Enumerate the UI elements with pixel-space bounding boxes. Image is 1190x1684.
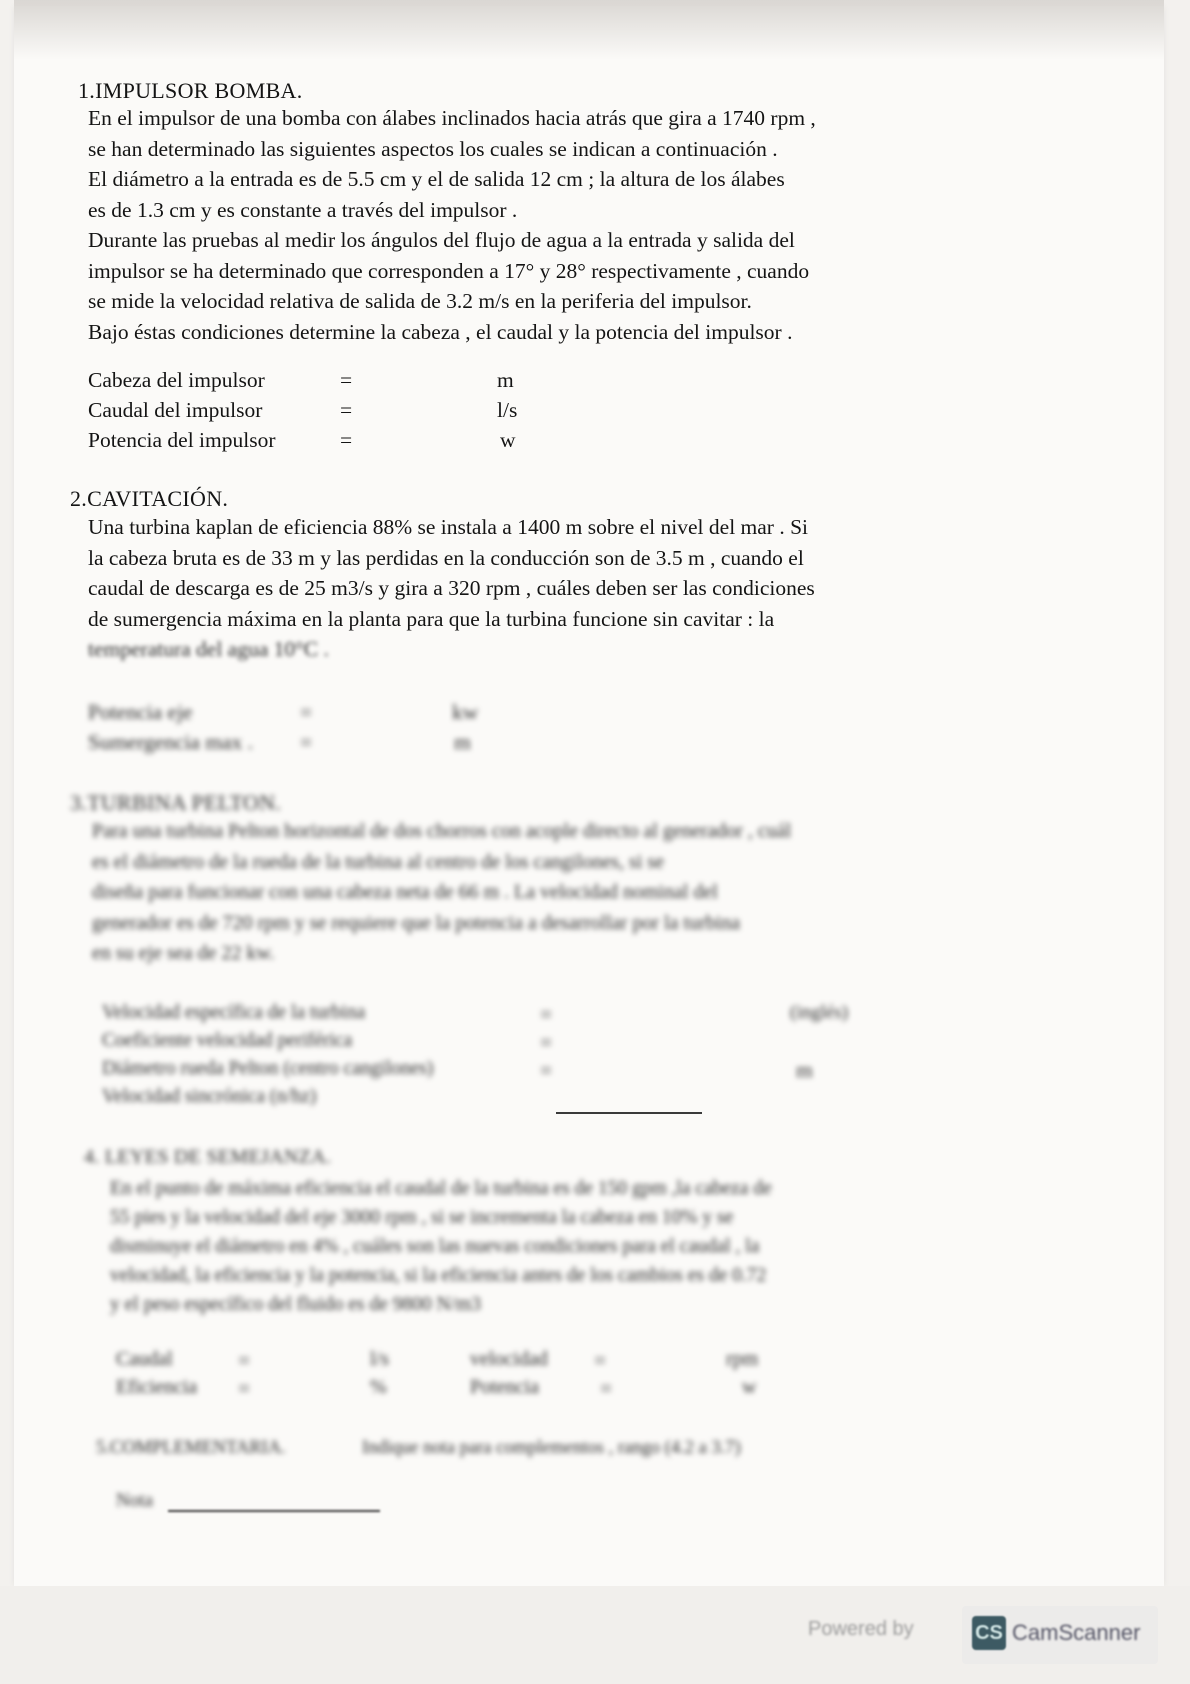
answer-caudal2-label: Caudal xyxy=(116,1348,173,1370)
answer-caudal-eq: = xyxy=(340,398,353,422)
section5-heading: 5.COMPLEMENTARIA. xyxy=(96,1438,286,1458)
answer-diametro-unit: m xyxy=(796,1058,813,1082)
scan-shadow xyxy=(14,0,1164,60)
answer-velocidad2-eq: = xyxy=(594,1348,607,1372)
section3-line: es el diámetro de la rueda de la turbina al centro de los cangilones, si se xyxy=(92,850,665,873)
section1-line: es de 1.3 cm y es constante a través del impulsor . xyxy=(88,197,518,222)
answer-velocidad-especifica-eq: = xyxy=(540,1002,553,1026)
section2-line: de sumergencia máxima en la planta para que la turbina funcione sin cavitar : la xyxy=(88,606,775,631)
answer-potencia-eq: = xyxy=(340,428,353,452)
answer-cabeza-eq: = xyxy=(340,368,353,392)
section3-line: generador es de 720 rpm y se requiere que la potencia a desarrollar por la turbina xyxy=(92,911,741,934)
section1-line: impulsor se ha determinado que corresponden a 17° y 28° respectivamente , cuando xyxy=(88,258,810,283)
section2-line: Una turbina kaplan de eficiencia 88% se instala a 1400 m sobre el nivel del mar . Si xyxy=(88,515,809,539)
answer-potencia-eje-unit: kw xyxy=(452,700,479,724)
section4-line: y el peso específico del fluido es de 9800 N/m3 xyxy=(110,1294,481,1315)
section1-line: se mide la velocidad relativa de salida de 3.2 m/s en la periferia del impulsor. xyxy=(88,289,752,313)
section5-text: Indique nota para complementos , rango (4.2 a 3.7) xyxy=(362,1438,741,1458)
section3-line: en su eje sea de 22 kw. xyxy=(92,942,275,964)
answer-potencia-unit: w xyxy=(500,428,516,452)
answer-coeficiente-eq: = xyxy=(540,1030,553,1054)
answer-potencia-eje-eq: = xyxy=(300,700,313,724)
answer-caudal-label: Caudal del impulsor xyxy=(88,398,263,422)
section1-line: En el impulsor de una bomba con álabes inclinados hacia atrás que gira a 1740 rpm , xyxy=(88,106,816,130)
answer-eficiencia-unit: % xyxy=(370,1376,387,1398)
section4-line: 55 pies y la velocidad del eje 3000 rpm , si se incrementa la cabeza en 10% y se xyxy=(110,1207,734,1228)
section1-heading: 1.IMPULSOR BOMBA. xyxy=(78,78,303,103)
answer-cabeza-label: Cabeza del impulsor xyxy=(88,368,265,392)
section2-heading: 2.CAVITACIÓN. xyxy=(70,486,229,511)
answer-velocidad-especifica-unit: (inglés) xyxy=(790,1002,849,1023)
section1-line: Bajo éstas condiciones determine la cabeza , el caudal y la potencia del impulsor . xyxy=(88,319,793,344)
answer-velocidad2-unit: rpm xyxy=(726,1348,759,1370)
answer-velocidad-especifica-label: Velocidad específica de la turbina xyxy=(102,1002,366,1023)
answer-coeficiente-label: Coeficiente velocidad periférica xyxy=(102,1030,353,1051)
camscanner-name: CamScanner xyxy=(1012,1620,1141,1645)
section2-line: caudal de descarga es de 25 m3/s y gira a 320 rpm , cuáles deben ser las condiciones xyxy=(88,576,815,600)
answer-blank-line xyxy=(556,1112,702,1114)
answer-potencia-eje-label: Potencia eje xyxy=(88,700,193,724)
section1-body xyxy=(88,103,816,347)
answer-sumergencia-label: Sumergencia max . xyxy=(88,730,253,754)
answer-diametro-label: Diámetro rueda Pelton (centro cangilones) xyxy=(102,1058,434,1079)
answer-potencia2-unit: w xyxy=(742,1376,757,1398)
answer-cabeza-unit: m xyxy=(497,368,514,392)
section1-line: Durante las pruebas al medir los ángulos del flujo de agua a la entrada y salida del xyxy=(88,228,795,252)
answer-potencia2-eq: = xyxy=(600,1376,613,1400)
section2-line: la cabeza bruta es de 33 m y las perdidas en la conducción son de 3.5 m , cuando el xyxy=(88,545,804,570)
section3-line: Para una turbina Pelton horizontal de dos chorros con acople directo al generador , cuál xyxy=(92,820,792,842)
section2-line: temperatura del agua 10°C . xyxy=(88,637,329,661)
section3-line: diseña para funcionar con una cabeza neta de 66 m . La velocidad nominal del xyxy=(92,881,718,903)
answer-eficiencia-eq: = xyxy=(238,1376,251,1400)
section4-heading: 4. LEYES DE SEMEJANZA. xyxy=(84,1146,332,1168)
answer-caudal2-unit: l/s xyxy=(370,1348,389,1370)
nota-blank-line xyxy=(168,1510,380,1512)
answer-diametro-eq: = xyxy=(540,1058,553,1082)
section4-body xyxy=(110,1174,772,1319)
answer-eficiencia-label: Eficiencia xyxy=(116,1376,198,1398)
section1-line: se han determinado las siguientes aspectos los cuales se indican a continuación . xyxy=(88,136,778,161)
section4-line: disminuye el diámetro en 4% , cuáles son las nuevas condiciones para el caudal , la xyxy=(110,1236,760,1257)
section2-body xyxy=(88,512,815,665)
camscanner-logo-icon: CS xyxy=(972,1616,1006,1650)
section3-heading: 3.TURBINA PELTON. xyxy=(70,790,282,815)
nota-label: Nota xyxy=(116,1490,153,1511)
section4-line: En el punto de máxima eficiencia el caudal de la turbina es de 150 gpm ,la cabeza de xyxy=(110,1178,772,1199)
answer-potencia2-label: Potencia xyxy=(470,1376,539,1398)
section1-line: El diámetro a la entrada es de 5.5 cm y el de salida 12 cm ; la altura de los álabes xyxy=(88,167,785,191)
answer-caudal2-eq: = xyxy=(238,1348,251,1372)
powered-by-text: Powered by xyxy=(808,1618,914,1640)
answer-velocidad2-label: velocidad xyxy=(470,1348,548,1370)
section3-body xyxy=(92,816,791,969)
answer-velocidad-sincronica-label: Velocidad sincrónica (n/hz) xyxy=(102,1086,317,1107)
section4-line: velocidad, la eficiencia y la potencia, si la eficiencia antes de los cambios es de 0.72 xyxy=(110,1265,767,1286)
answer-potencia-label: Potencia del impulsor xyxy=(88,428,276,452)
answer-caudal-unit: l/s xyxy=(497,398,518,422)
answer-sumergencia-eq: = xyxy=(300,730,313,754)
answer-sumergencia-unit: m xyxy=(454,730,471,754)
